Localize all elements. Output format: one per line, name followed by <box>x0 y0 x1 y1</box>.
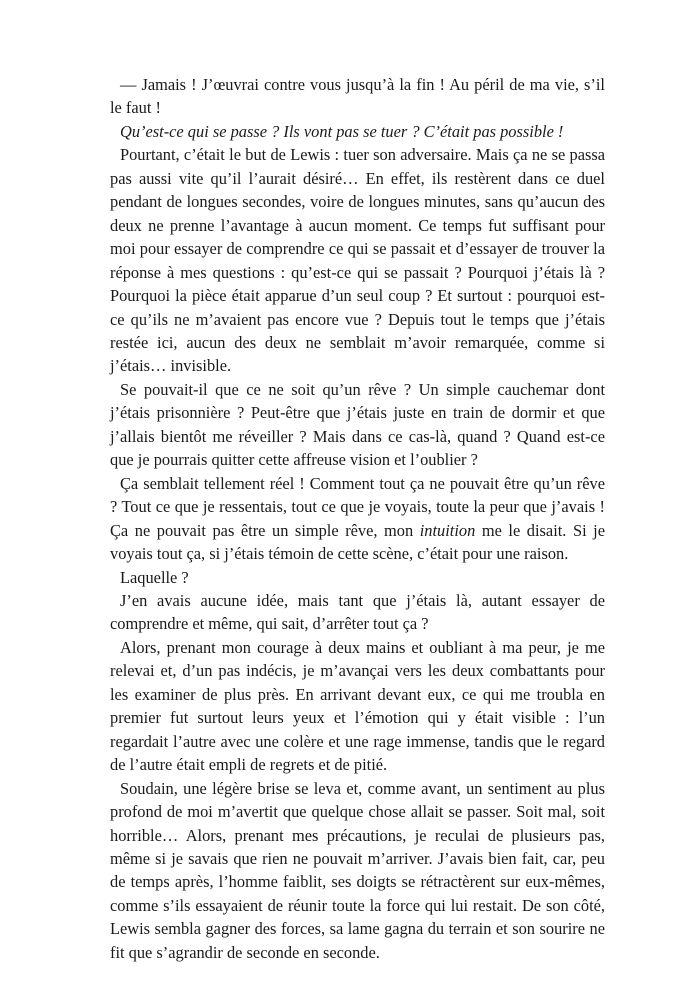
paragraph-5: Ça semblait tellement réel ! Comment tout ça ne pouvait être qu’un rêve ? Tout ce que je ressentais, tout ce que je voyais, toute la peur que j’avais ! Ça ne pouvait pas être un simple rêve, mon intuition me le disait. Si je voyais tout ça, si j’étais témoin de cette scène, c’était pour une raison. <box>110 473 605 564</box>
paragraph-2-italic-thought: Qu’est-ce qui se passe ? Ils vont pas se tuer ? C’était pas possible ! <box>120 121 564 141</box>
body-text <box>110 73 605 964</box>
paragraph-9: Soudain, une légère brise se leva et, comme avant, un sentiment au plus profond de moi m’avertit que quelque chose allait se passer. Soit mal, soit horrible… Alors, prenant mes précautions, je reculai de plusieurs pas, même si je savais que rien ne pouvait m’arriver. J’avais bien fait, car, peu de temps après, l’homme faiblit, ses doigts se rétractèrent sur eux-mêmes, comme s’ils essayaient de réunir toute la force qui lui restait. De son côté, Lewis sembla gagner des forces, sa lame gagna du terrain et son sourire ne fit que s’agrandir de seconde en seconde. <box>110 778 605 962</box>
emphasis-intuition: intuition <box>419 520 476 540</box>
paragraph-8: Alors, prenant mon courage à deux mains et oubliant à ma peur, je me relevai et, d’un pas indécis, je m’avançai vers les deux combattants pour les examiner de plus près. En arrivant devant eux, ce qui me troubla en premier fut surtout leurs yeux et l’émotion qui y était visible : l’un regardait l’autre avec une colère et une rage immense, tandis que le regard de l’autre était empli de regrets et de pitié. <box>110 637 605 775</box>
paragraph-4: Se pouvait-il que ce ne soit qu’un rêve ? Un simple cauchemar dont j’étais prisonnière ? Peut-être que j’étais juste en train de dormir et que j’allais bientôt me réveiller ? Mais dans ce cas-là, quand ? Quand est-ce que je pourrais quitter cette affreuse vision et l’oublier ? <box>110 379 605 470</box>
paragraph-1: — Jamais ! J’œuvrai contre vous jusqu’à la fin ! Au péril de ma vie, s’il le faut ! <box>110 75 605 118</box>
paragraph-3: Pourtant, c’était le but de Lewis : tuer son adversaire. Mais ça ne se passa pas aussi vite qu’il l’aurait désiré… En effet, ils restèrent dans ce duel pendant de longues secondes, voire de longues minutes, sans qu’aucun des deux ne prenne l’avantage à aucun moment. Ce temps fut suffisant pour moi pour essayer de comprendre ce qui se passait et d’essayer de trouver la réponse à mes questions : qu’est-ce qui se passait ? Pourquoi j’étais là ? Pourquoi la pièce était apparue d’un seul coup ? Et surtout : pourquoi est-ce qu’ils ne m’avaient pas encore vue ? Depuis tout le temps que j’étais restée ici, aucun des deux ne semblait m’avoir remarquée, comme si j’étais… invisible. <box>110 145 605 376</box>
paragraph-6: Laquelle ? <box>120 567 189 587</box>
paragraph-7: J’en avais aucune idée, mais tant que j’étais là, autant essayer de comprendre et même, qui sait, d’arrêter tout ça ? <box>110 590 605 634</box>
